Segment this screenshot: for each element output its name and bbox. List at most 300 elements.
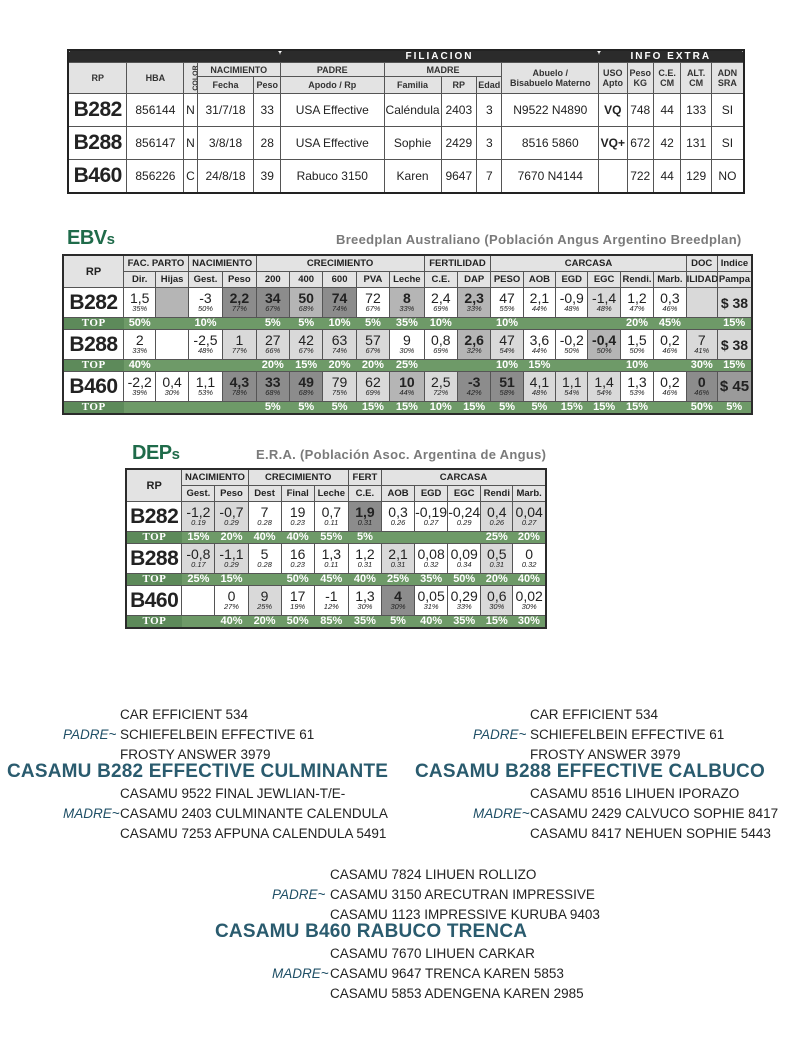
uso-header bbox=[599, 63, 627, 94]
dep-accuracy: 0.29 bbox=[224, 517, 239, 527]
ebv-value-cell bbox=[124, 288, 156, 318]
ebv-value: 34 bbox=[264, 289, 281, 306]
ebv-top-percent bbox=[424, 360, 457, 372]
ebv-column-headers bbox=[63, 272, 752, 288]
ebv-accuracy: 42% bbox=[466, 387, 482, 397]
ce-header bbox=[653, 63, 680, 94]
ebv-value-cell bbox=[491, 372, 523, 402]
ebv-value: 42 bbox=[298, 331, 314, 348]
dep-row bbox=[126, 502, 546, 532]
ebv-accuracy: 67% bbox=[365, 303, 381, 313]
ebv-indice: $ 45 bbox=[717, 372, 752, 402]
ebv-value-cell bbox=[491, 330, 523, 360]
ebv-rp: B282 bbox=[63, 288, 124, 318]
pedigree-block bbox=[0, 865, 800, 1005]
dep-value: -0,8 bbox=[186, 545, 211, 562]
ebv-top-percent: 15% bbox=[457, 402, 490, 415]
ebv-value: 2,3 bbox=[464, 289, 484, 306]
pedigree-dam: CASAMU 2429 CALVUCO SOPHIE 8417 bbox=[530, 806, 779, 821]
dep-accuracy: 0.28 bbox=[257, 517, 272, 527]
identity-cell-rp: B460 bbox=[68, 160, 127, 194]
dep-fert-header: FERT bbox=[348, 469, 381, 486]
dep-col-header: EGC bbox=[448, 486, 481, 502]
ebv-accuracy: 30% bbox=[164, 387, 180, 397]
dep-top-percent: 15% bbox=[481, 616, 513, 629]
dep-top-percent: 50% bbox=[448, 574, 481, 586]
ebv-value-cell bbox=[356, 288, 389, 318]
dep-rp: B282 bbox=[126, 502, 182, 532]
ebv-accuracy: 41% bbox=[694, 345, 710, 355]
dep-value: -0,19 bbox=[415, 503, 448, 520]
ebv-accuracy: 30% bbox=[399, 345, 415, 355]
dep-top-percent: 40% bbox=[281, 532, 314, 544]
dep-top-percent bbox=[448, 532, 481, 544]
ebv-value: -2,2 bbox=[127, 373, 152, 390]
identity-cell-edad: 7 bbox=[477, 160, 502, 194]
ebv-value: 0 bbox=[697, 373, 706, 390]
dep-top-percent: 5% bbox=[348, 532, 381, 544]
dep-value-cell bbox=[248, 502, 281, 532]
ebv-value: 2,6 bbox=[464, 331, 484, 348]
dep-accuracy: 0.27 bbox=[423, 517, 439, 527]
ebv-top-percent: 50% bbox=[686, 402, 717, 415]
dep-accuracy: 33% bbox=[456, 601, 472, 611]
ebv-value: 4,3 bbox=[229, 373, 250, 390]
identity-rows bbox=[68, 94, 744, 194]
ebv-top-percent: 15% bbox=[717, 318, 752, 330]
ebv-top-percent: 5% bbox=[323, 402, 356, 415]
dep-value-cell bbox=[513, 502, 546, 532]
ebv-accuracy: 46% bbox=[694, 387, 710, 397]
ebv-value-cell bbox=[457, 330, 490, 360]
ebv-row bbox=[63, 372, 752, 402]
ebv-top-percent: 20% bbox=[256, 360, 289, 372]
ebv-top-percent: 5% bbox=[256, 318, 289, 330]
identity-cell-abuelo: 7670 N4144 bbox=[502, 160, 599, 194]
dep-value: 1,2 bbox=[355, 545, 375, 562]
ebv-value-cell bbox=[289, 330, 322, 360]
identity-row bbox=[68, 127, 744, 160]
dep-value-cell bbox=[415, 544, 448, 574]
dep-top-percent: 25% bbox=[481, 532, 513, 544]
ce-header-l1: C.E. bbox=[658, 68, 676, 78]
ebv-accuracy: 77% bbox=[231, 345, 247, 355]
identity-cell-fecha: 3/8/18 bbox=[197, 127, 254, 160]
ebv-top-percent bbox=[223, 318, 256, 330]
ebv-top-percent bbox=[156, 360, 188, 372]
ebv-value-cell bbox=[188, 372, 222, 402]
ebv-value-cell bbox=[390, 330, 424, 360]
ebv-value: -2,5 bbox=[193, 331, 218, 348]
dep-value-cell bbox=[314, 544, 348, 574]
dep-accuracy: 0.31 bbox=[357, 517, 373, 527]
ebv-col-header: Rendi. bbox=[620, 272, 653, 288]
ebv-col-header: EGC bbox=[588, 272, 620, 288]
ebv-value: 9 bbox=[402, 331, 411, 348]
dep-top-row bbox=[126, 574, 546, 586]
ebv-value: 74 bbox=[331, 289, 348, 306]
identity-cell-padre: USA Effective bbox=[280, 127, 384, 160]
pedigree-sire-bottom: FROSTY ANSWER 3979 bbox=[530, 746, 681, 762]
dep-accuracy: 25% bbox=[257, 601, 273, 611]
madre-label: MADRE~ bbox=[272, 966, 329, 981]
ebv-value-cell bbox=[588, 330, 620, 360]
ebv-top-percent: 20% bbox=[620, 318, 653, 330]
dep-value-cell bbox=[281, 502, 314, 532]
ebv-accuracy: 35% bbox=[132, 303, 148, 313]
pedigree-sire-top: CAR EFFICIENT 534 bbox=[120, 707, 249, 722]
ebv-value-cell bbox=[620, 288, 653, 318]
dep-top-percent: 35% bbox=[448, 616, 481, 629]
ebv-value-cell bbox=[390, 288, 424, 318]
ebv-top-percent: 15% bbox=[620, 402, 653, 415]
dep-top-percent: 20% bbox=[215, 532, 248, 544]
ebv-accuracy: 46% bbox=[662, 303, 678, 313]
ebv-value: 2,2 bbox=[229, 289, 250, 306]
ebv-accuracy: 48% bbox=[531, 387, 547, 397]
peso-kg-header-l2: KG bbox=[633, 78, 647, 88]
dep-top-percent: 55% bbox=[314, 532, 348, 544]
ebv-top-percent: 5% bbox=[523, 402, 555, 415]
dep-value-cell bbox=[448, 502, 481, 532]
dep-accuracy: 0.29 bbox=[456, 517, 472, 527]
identity-cell-padre: USA Effective bbox=[280, 94, 384, 127]
ebv-accuracy: 67% bbox=[365, 345, 381, 355]
dep-value-cell bbox=[182, 544, 215, 574]
identity-cell-fecha: 24/8/18 bbox=[197, 160, 254, 194]
ebv-fertilidad-header: FERTILIDAD bbox=[424, 255, 491, 272]
ebv-value-cell bbox=[523, 288, 555, 318]
identity-cell-peso-kg: 748 bbox=[627, 94, 653, 127]
identity-cell-color: N bbox=[184, 127, 197, 160]
dep-value: 19 bbox=[289, 503, 306, 520]
pedigree-name: CASAMU B460 RABUCO TRENCA bbox=[215, 921, 528, 943]
dep-top-percent: 25% bbox=[381, 574, 414, 586]
dep-value-cell bbox=[314, 586, 348, 616]
ebv-top-percent: 15% bbox=[556, 402, 588, 415]
dep-value: 1,3 bbox=[321, 545, 342, 562]
edad-header: Edad bbox=[477, 77, 502, 94]
ebv-accuracy: 54% bbox=[596, 387, 612, 397]
identity-cell-hba: 856226 bbox=[127, 160, 184, 194]
dep-col-header: AOB bbox=[381, 486, 414, 502]
identity-cell-adn: SI bbox=[711, 94, 744, 127]
identity-left-cap bbox=[68, 50, 280, 63]
ebv-top-percent: 10% bbox=[424, 318, 457, 330]
dep-nacimiento-header: NACIMIENTO bbox=[182, 469, 248, 486]
pedigree-sire: SCHIEFELBEIN EFFECTIVE 61 bbox=[120, 726, 315, 742]
dep-value: 0,29 bbox=[450, 587, 478, 604]
ebv-accuracy: 68% bbox=[298, 303, 314, 313]
ebv-value: 1,5 bbox=[129, 289, 150, 306]
identity-cell-hba: 856147 bbox=[127, 127, 184, 160]
ebv-top-percent: 10% bbox=[620, 360, 653, 372]
dep-rp: B288 bbox=[126, 544, 182, 574]
dep-value: -0,7 bbox=[219, 503, 244, 520]
ebv-value-cell bbox=[588, 372, 620, 402]
dep-top-percent: 40% bbox=[348, 574, 381, 586]
dep-accuracy: 0.32 bbox=[423, 559, 439, 569]
identity-cell-rp: B288 bbox=[68, 127, 127, 160]
ebv-top-percent: 5% bbox=[717, 402, 752, 415]
dep-value-cell bbox=[381, 502, 414, 532]
fecha-header: Fecha bbox=[197, 77, 254, 94]
ebv-accuracy: 50% bbox=[596, 345, 612, 355]
ebv-title bbox=[67, 227, 114, 250]
dep-value-cell bbox=[348, 586, 381, 616]
madre-rp-header: RP bbox=[441, 77, 477, 94]
dep-title-suffix: s bbox=[171, 446, 180, 463]
ebv-accuracy: 74% bbox=[332, 345, 348, 355]
ebv-accuracy: 53% bbox=[197, 387, 213, 397]
dep-top-label: TOP bbox=[126, 616, 182, 629]
ebv-accuracy: 69% bbox=[433, 345, 449, 355]
ebv-accuracy: 47% bbox=[629, 303, 645, 313]
ebv-value-cell bbox=[289, 372, 322, 402]
ebv-nacimiento-header: NACIMIENTO bbox=[188, 255, 256, 272]
dep-value-cell bbox=[215, 502, 248, 532]
ebv-top-percent: 15% bbox=[390, 402, 424, 415]
ebv-title-main: EBV bbox=[67, 227, 107, 249]
madre-header: MADRE bbox=[384, 63, 502, 77]
ebv-value-cell bbox=[457, 372, 490, 402]
dep-value: 0,4 bbox=[487, 503, 507, 520]
dep-accuracy: 0.26 bbox=[390, 517, 406, 527]
identity-cell-apto: VQ+ bbox=[599, 127, 627, 160]
identity-cell-alt: 129 bbox=[681, 160, 711, 194]
dep-top-percent: 50% bbox=[281, 574, 314, 586]
dep-value: 17 bbox=[289, 587, 306, 604]
ebv-rp: B460 bbox=[63, 372, 124, 402]
dep-accuracy: 0.11 bbox=[324, 517, 339, 527]
ebv-value: 2,1 bbox=[529, 289, 550, 306]
dep-value: -1,1 bbox=[219, 545, 244, 562]
ebv-value: 79 bbox=[331, 373, 348, 390]
ebv-indice-sub-header: Pampa bbox=[717, 272, 752, 288]
ebv-col-header: 600 bbox=[323, 272, 356, 288]
dep-accuracy: 0.29 bbox=[224, 559, 239, 569]
identity-cell-edad: 3 bbox=[477, 127, 502, 160]
dep-value: 0,02 bbox=[515, 587, 543, 604]
pedigree-dam-bottom: CASAMU 7253 AFPUNA CALENDULA 5491 bbox=[120, 825, 387, 841]
uso-header-l2: Apto bbox=[602, 78, 624, 88]
ebv-indice: $ 38 bbox=[717, 288, 752, 318]
dep-accuracy: 30% bbox=[390, 601, 406, 611]
dep-value-cell bbox=[415, 502, 448, 532]
dep-value-cell bbox=[182, 502, 215, 532]
ebv-value-cell bbox=[156, 372, 188, 402]
ebv-value-cell bbox=[491, 288, 523, 318]
identity-cell-abuelo: N9522 N4890 bbox=[502, 94, 599, 127]
ebv-value: 27 bbox=[264, 331, 281, 348]
identity-cell-peso: 28 bbox=[254, 127, 280, 160]
ebv-value: 1,1 bbox=[195, 373, 216, 390]
ebv-top-label: TOP bbox=[63, 402, 124, 415]
ebv-top-percent bbox=[457, 318, 490, 330]
ebv-top-percent bbox=[556, 360, 588, 372]
dep-value-cell bbox=[215, 586, 248, 616]
dep-top-percent: 5% bbox=[381, 616, 414, 629]
ebv-col-header: Leche bbox=[390, 272, 424, 288]
ebv-accuracy: 69% bbox=[433, 303, 449, 313]
ebv-accuracy: 67% bbox=[298, 345, 314, 355]
dep-value: 0,3 bbox=[388, 503, 408, 520]
dep-value-cell bbox=[481, 544, 513, 574]
identity-cell-ce: 42 bbox=[653, 127, 680, 160]
ebv-accuracy: 69% bbox=[365, 387, 381, 397]
dep-top-percent bbox=[248, 574, 281, 586]
dep-accuracy: 0.23 bbox=[290, 517, 305, 527]
identity-row bbox=[68, 160, 744, 194]
dep-col-header: EGD bbox=[415, 486, 448, 502]
ebv-value: 1,2 bbox=[627, 289, 647, 306]
abuelo-header-l1: Abuelo / bbox=[532, 68, 569, 78]
ebv-value-cell bbox=[523, 372, 555, 402]
ebv-top-percent bbox=[523, 318, 555, 330]
ebv-value-cell bbox=[188, 288, 222, 318]
dep-accuracy: 0.17 bbox=[191, 559, 206, 569]
ebv-top-percent bbox=[588, 318, 620, 330]
dep-accuracy: 31% bbox=[423, 601, 439, 611]
dep-value-cell bbox=[348, 544, 381, 574]
familia-header: Familia bbox=[384, 77, 441, 94]
identity-cell-peso-kg: 672 bbox=[627, 127, 653, 160]
ebv-value: 2,4 bbox=[431, 289, 451, 306]
info-extra-header: INFO EXTRA bbox=[599, 50, 744, 63]
ebv-top-percent: 10% bbox=[323, 318, 356, 330]
dep-value-cell bbox=[481, 586, 513, 616]
ebv-col-header: PESO bbox=[491, 272, 523, 288]
ebv-indice: $ 38 bbox=[717, 330, 752, 360]
ebv-top-percent: 15% bbox=[289, 360, 322, 372]
ebv-top-percent bbox=[223, 402, 256, 415]
ebv-top-percent bbox=[588, 360, 620, 372]
ebv-value: -0,4 bbox=[592, 331, 617, 348]
ebv-accuracy: 68% bbox=[265, 387, 281, 397]
ebv-value-cell bbox=[289, 288, 322, 318]
ebv-accuracy: 67% bbox=[265, 303, 281, 313]
dep-value: 0,04 bbox=[515, 503, 543, 520]
pedigree-name: CASAMU B282 EFFECTIVE CULMINANTE bbox=[7, 761, 389, 783]
dep-value-cell bbox=[448, 586, 481, 616]
ebv-value: 7 bbox=[697, 331, 706, 348]
identity-row bbox=[68, 94, 744, 127]
ebv-top-percent: 45% bbox=[654, 318, 686, 330]
ebv-top-percent: 5% bbox=[256, 402, 289, 415]
ebv-col-header: Marb. bbox=[654, 272, 686, 288]
identity-cell-ce: 44 bbox=[653, 94, 680, 127]
dep-top-label: TOP bbox=[126, 574, 182, 586]
ebv-value: 72 bbox=[365, 289, 381, 306]
dep-accuracy: 0.26 bbox=[489, 517, 505, 527]
ebv-top-percent: 10% bbox=[491, 318, 523, 330]
ebv-accuracy: 72% bbox=[433, 387, 449, 397]
identity-cell-familia: Karen bbox=[384, 160, 441, 194]
ebv-col-header: DAP bbox=[457, 272, 490, 288]
dep-accuracy: 0.28 bbox=[257, 559, 272, 569]
ebv-top-percent: 50% bbox=[124, 318, 156, 330]
dep-accuracy: 0.19 bbox=[191, 517, 206, 527]
dep-rp-header: RP bbox=[126, 469, 182, 502]
identity-cell-padre: Rabuco 3150 bbox=[280, 160, 384, 194]
ebv-top-percent: 25% bbox=[390, 360, 424, 372]
dep-value: 5 bbox=[260, 545, 269, 562]
dep-value-cell bbox=[314, 502, 348, 532]
ebv-col-header: Hijas bbox=[156, 272, 188, 288]
alt-header-l1: ALT. bbox=[686, 68, 706, 78]
peso-header: Peso bbox=[254, 77, 280, 94]
ebv-accuracy: 78% bbox=[231, 387, 247, 397]
ebv-doc-header: DOC bbox=[686, 255, 717, 272]
ebv-value: 51 bbox=[499, 373, 515, 390]
pedigree-dam-top: CASAMU 8516 LIHUEN IPORAZO bbox=[530, 786, 740, 802]
identity-cell-alt: 133 bbox=[681, 94, 711, 127]
dep-value-cell bbox=[281, 544, 314, 574]
dep-value: 1,3 bbox=[355, 587, 375, 604]
ebv-value: 2 bbox=[135, 331, 144, 348]
ebv-value: 3,6 bbox=[529, 331, 550, 348]
dep-top-percent: 20% bbox=[248, 616, 281, 629]
ebv-value: 63 bbox=[331, 331, 348, 348]
identity-cell-madre-rp: 2403 bbox=[441, 94, 477, 127]
identity-cell-hba: 856144 bbox=[127, 94, 184, 127]
ebv-top-label: TOP bbox=[63, 360, 124, 372]
nacimiento-header: NACIMIENTO bbox=[197, 63, 280, 77]
ebv-accuracy: 33% bbox=[466, 303, 482, 313]
ebv-value-cell bbox=[457, 288, 490, 318]
dep-top-row bbox=[126, 532, 546, 544]
pedigree-block bbox=[0, 705, 800, 845]
ebv-subtitle: Breedplan Australiano (Población Angus Argentino Breedplan) bbox=[336, 232, 742, 247]
dep-carcasa-header: CARCASA bbox=[381, 469, 546, 486]
ebv-value-cell bbox=[256, 372, 289, 402]
ebv-accuracy: 54% bbox=[564, 387, 580, 397]
ebv-accuracy: 39% bbox=[132, 387, 148, 397]
ebv-top-percent: 5% bbox=[289, 318, 322, 330]
dep-col-header: Peso bbox=[215, 486, 248, 502]
ebv-top-percent bbox=[223, 360, 256, 372]
ebv-value: -3 bbox=[467, 373, 481, 390]
ebv-top-percent bbox=[556, 318, 588, 330]
ebv-value-cell bbox=[686, 288, 717, 318]
ebv-accuracy: 58% bbox=[499, 387, 515, 397]
ebv-col-header: Peso bbox=[223, 272, 256, 288]
dep-col-header: Dest bbox=[248, 486, 281, 502]
dep-accuracy: 0.31 bbox=[357, 559, 373, 569]
ebv-col-header: EGD bbox=[556, 272, 588, 288]
dep-accuracy: 30% bbox=[357, 601, 373, 611]
padre-label: PADRE~ bbox=[63, 726, 117, 742]
apodo-header: Apodo / Rp bbox=[280, 77, 384, 94]
dep-accuracy: 0.11 bbox=[324, 559, 339, 569]
identity-cell-peso: 33 bbox=[254, 94, 280, 127]
identity-table bbox=[67, 49, 745, 194]
ebv-top-percent: 5% bbox=[491, 402, 523, 415]
ebv-top-percent: 15% bbox=[717, 360, 752, 372]
identity-cell-peso-kg: 722 bbox=[627, 160, 653, 194]
dep-top-percent: 25% bbox=[182, 574, 215, 586]
pedigree-sire: SCHIEFELBEIN EFFECTIVE 61 bbox=[530, 726, 725, 742]
ebv-value: 62 bbox=[365, 373, 381, 390]
madre-label: MADRE~ bbox=[63, 806, 120, 821]
dep-top-row bbox=[126, 616, 546, 629]
dep-value: 0,6 bbox=[487, 587, 507, 604]
dep-top-percent: 40% bbox=[415, 616, 448, 629]
ebv-accuracy: 54% bbox=[499, 345, 515, 355]
identity-cell-abuelo: 8516 5860 bbox=[502, 127, 599, 160]
ebv-value-cell bbox=[356, 372, 389, 402]
ebv-top-row bbox=[63, 402, 752, 415]
